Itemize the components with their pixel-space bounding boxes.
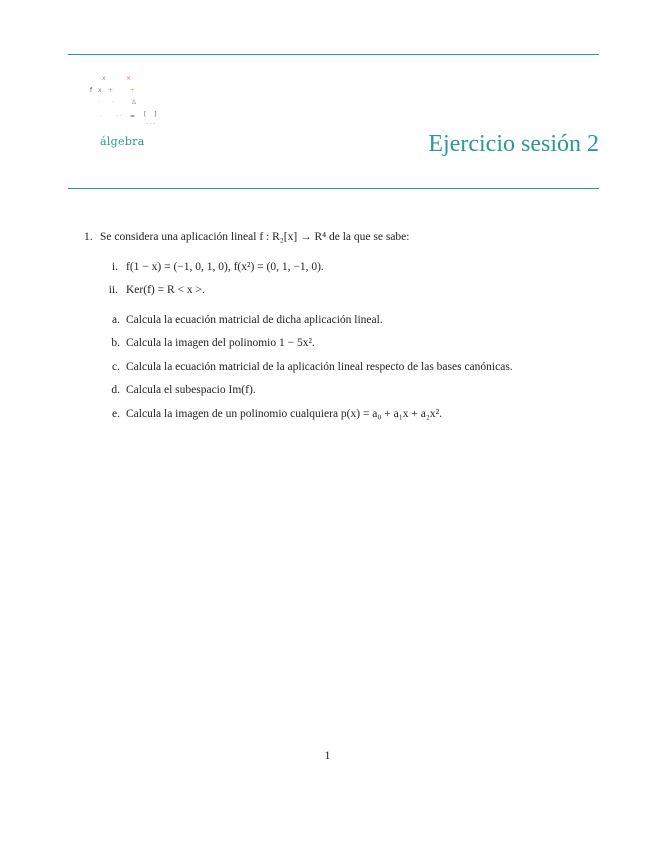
svg-text:·: · [100, 113, 102, 120]
task-mark: a. [112, 313, 120, 326]
fact-text: Ker(f) = R < x >. [126, 284, 205, 297]
svg-text:×: × [126, 75, 132, 82]
task-text: Calcula la imagen del polinomio 1 − 5x². [126, 337, 315, 350]
fact-mark: i. [111, 260, 118, 273]
svg-text:· ·: · · [116, 113, 122, 120]
facts-list [96, 260, 604, 299]
svg-text:·: · [98, 99, 100, 106]
svg-text:f: f [90, 87, 93, 94]
exercise-statement-text: Se considera una aplicación lineal f : R₂[x] → R⁴ de la que se sabe: [100, 231, 410, 243]
fact-item [96, 283, 604, 299]
task-text: Calcula el subespacio Im(f). [126, 384, 256, 397]
header-top-rule [68, 54, 599, 55]
fact-item [96, 260, 604, 276]
task-item [98, 336, 604, 352]
svg-text:· · ·: · · · [146, 121, 156, 128]
task-mark: c. [112, 360, 120, 373]
task-mark: d. [111, 384, 120, 397]
logo-wordmark: álgebra [100, 135, 145, 148]
svg-text:x: x [102, 75, 106, 82]
page-title: Ejercicio sesión 2 [428, 131, 599, 157]
svg-text:]: ] [154, 111, 157, 118]
task-item [98, 313, 604, 329]
exercise-body [84, 230, 604, 430]
exercise-number: 1. [84, 231, 93, 243]
page-number: 1 [324, 748, 331, 762]
task-item [98, 360, 604, 376]
exercise-statement [84, 230, 604, 246]
fact-text: f(1 − x) = (−1, 0, 1, 0), f(x²) = (0, 1, −1, 0). [126, 260, 324, 273]
svg-text:÷: ÷ [130, 87, 136, 94]
svg-text:x: x [98, 87, 102, 94]
svg-text:[: [ [144, 111, 147, 118]
svg-text:·: · [112, 99, 114, 106]
header-bottom-rule [68, 188, 599, 189]
svg-text:+: + [108, 87, 114, 94]
task-mark: e. [112, 407, 120, 420]
task-mark: b. [111, 337, 120, 350]
task-text: Calcula la imagen de un polinomio cualquiera p(x) = a₀ + a₁x + a₂x². [126, 407, 442, 420]
task-text: Calcula la ecuación matricial de la aplicación lineal respecto de las bases canónicas. [126, 360, 513, 373]
task-item [98, 383, 604, 399]
fact-mark: ii. [108, 284, 118, 297]
task-text: Calcula la ecuación matricial de dicha aplicación lineal. [126, 313, 383, 326]
task-item [98, 407, 604, 423]
tasks-list [98, 313, 604, 423]
svg-text:Δ: Δ [132, 99, 137, 106]
svg-text:=: = [130, 113, 136, 120]
